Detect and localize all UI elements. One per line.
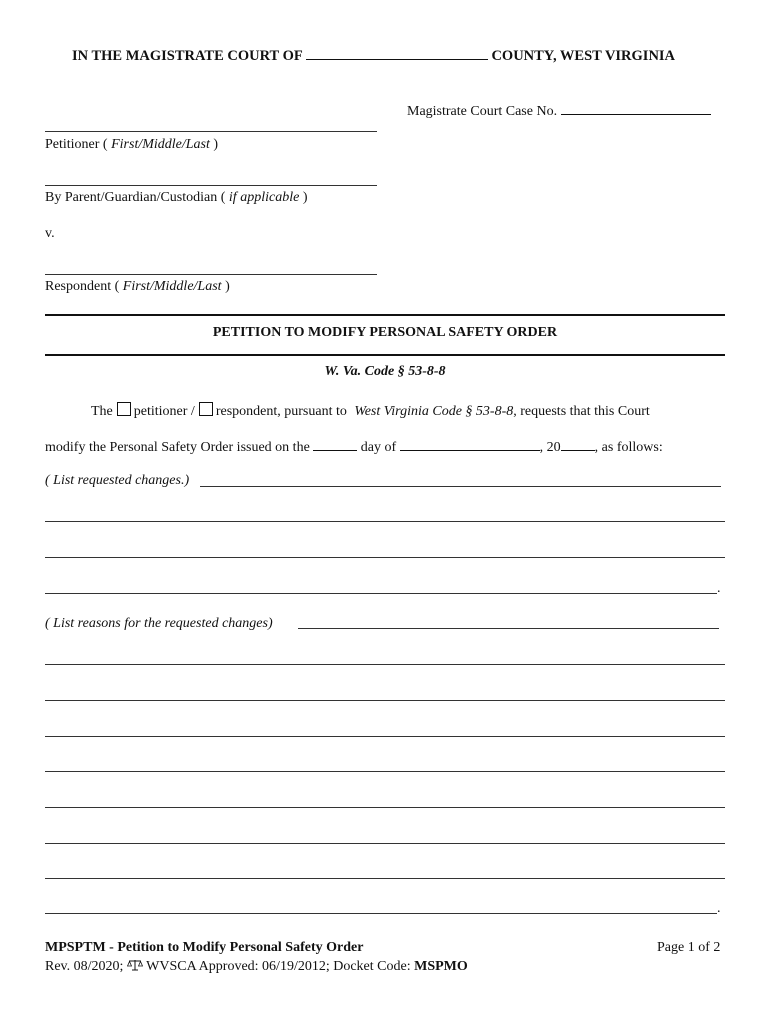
- day-of-text: day of: [360, 440, 397, 455]
- as-follows-text: , as follows:: [594, 440, 663, 455]
- court-prefix: IN THE MAGISTRATE COURT OF: [72, 48, 303, 64]
- scales-of-justice-icon: [127, 959, 143, 971]
- the-word: The: [91, 404, 113, 419]
- revision-date: Rev. 08/2020;: [45, 959, 124, 974]
- guardian-label: By Parent/Guardian/Custodian (: [45, 190, 226, 205]
- reasons-line[interactable]: [45, 700, 725, 701]
- reasons-line[interactable]: [45, 664, 725, 665]
- request-line-2: [45, 437, 663, 456]
- docket-code: MSPMO: [414, 959, 468, 974]
- document-title: PETITION TO MODIFY PERSONAL SAFETY ORDER: [212, 325, 558, 340]
- changes-period: .: [717, 581, 721, 596]
- reasons-line[interactable]: [45, 878, 725, 879]
- guardian-close: ): [302, 190, 308, 205]
- year-field[interactable]: [561, 437, 595, 451]
- approval-text: WVSCA Approved: 06/19/2012; Docket Code:: [146, 959, 411, 974]
- county-field[interactable]: [306, 46, 488, 60]
- reasons-line[interactable]: [45, 771, 725, 772]
- year-prefix: , 20: [539, 440, 561, 455]
- requests-text: , requests that this Court: [513, 404, 650, 419]
- reasons-line[interactable]: [298, 628, 719, 629]
- respondent-hint: First/Middle/Last: [122, 279, 222, 294]
- code-citation: W. Va. Code § 53-8-8: [324, 364, 446, 379]
- respondent-label: Respondent (: [45, 279, 120, 294]
- changes-line[interactable]: [45, 593, 717, 594]
- title-rule-bottom: [45, 354, 725, 356]
- changes-line[interactable]: [45, 521, 725, 522]
- respondent-checkbox[interactable]: [199, 402, 213, 416]
- respondent-field[interactable]: [45, 274, 377, 275]
- issued-on-text: modify the Personal Safety Order issued on the: [45, 440, 310, 455]
- changes-line[interactable]: [45, 557, 725, 558]
- petitioner-field[interactable]: [45, 131, 377, 132]
- respondent-option-label: respondent, pursuant to: [215, 404, 347, 419]
- guardian-caption: [45, 190, 307, 206]
- changes-label: ( List requested changes.): [45, 473, 190, 488]
- changes-line[interactable]: [200, 486, 721, 487]
- form-title: MPSPTM - Petition to Modify Personal Safety Order: [45, 940, 364, 955]
- case-no-label: Magistrate Court Case No.: [407, 104, 558, 119]
- reasons-label: ( List reasons for the requested changes): [45, 616, 273, 631]
- day-field[interactable]: [313, 437, 357, 451]
- versus: v.: [45, 226, 55, 241]
- case-number: [407, 101, 711, 120]
- petitioner-option-label: petitioner /: [133, 404, 195, 419]
- petitioner-label: Petitioner (: [45, 137, 108, 152]
- reasons-line[interactable]: [45, 913, 717, 914]
- petitioner-close: ): [213, 137, 219, 152]
- petitioner-caption: [45, 137, 218, 153]
- guardian-field[interactable]: [45, 185, 377, 186]
- reasons-line[interactable]: [45, 807, 725, 808]
- month-field[interactable]: [400, 437, 540, 451]
- court-heading: [72, 46, 675, 65]
- court-suffix: COUNTY, WEST VIRGINIA: [491, 48, 676, 64]
- request-line-1: [91, 402, 650, 420]
- guardian-hint: if applicable: [228, 190, 300, 205]
- petitioner-hint: First/Middle/Last: [111, 137, 210, 152]
- statute-reference: West Virginia Code § 53-8-8: [354, 404, 514, 419]
- respondent-close: ): [225, 279, 230, 294]
- reasons-period: .: [717, 901, 721, 916]
- reasons-line[interactable]: [45, 843, 725, 844]
- respondent-caption: [45, 279, 230, 295]
- page-number: Page 1 of 2: [657, 940, 721, 955]
- petitioner-checkbox[interactable]: [117, 402, 131, 416]
- revision-line: [45, 959, 468, 975]
- title-rule-top: [45, 314, 725, 316]
- case-number-field[interactable]: [561, 101, 711, 115]
- reasons-line[interactable]: [45, 736, 725, 737]
